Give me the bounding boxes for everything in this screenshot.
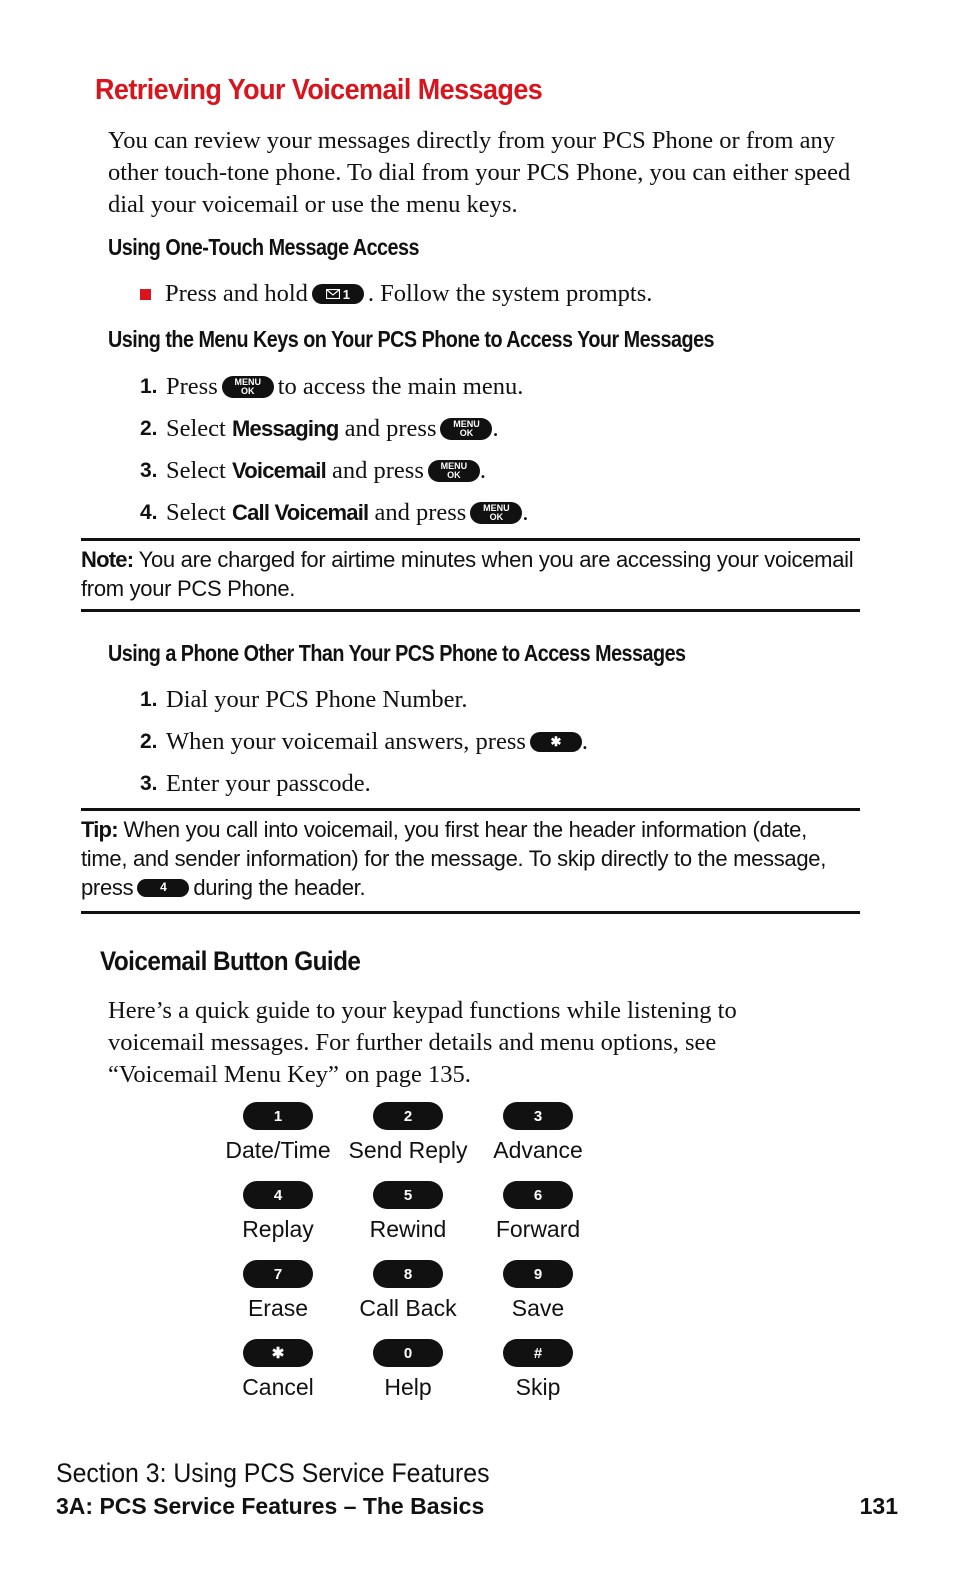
- footer-section: Section 3: Using PCS Service Features: [56, 1458, 490, 1488]
- tip-bottom-rule: [81, 911, 860, 914]
- keypad-cell: [338, 1102, 478, 1164]
- menu-ok-key-icon: MENU OK: [428, 460, 480, 482]
- footer-subsection: 3A: PCS Service Features – The Basics: [56, 1493, 485, 1519]
- bullet-text-after: . Follow the system prompts.: [367, 280, 653, 307]
- note-top-rule: [81, 538, 860, 541]
- one-touch-bullet: [140, 280, 652, 308]
- menu-keys-heading: Using the Menu Keys on Your PCS Phone to Access Your Messages: [108, 326, 715, 352]
- tip-top-rule: [81, 808, 860, 811]
- keypad-cell: [208, 1339, 348, 1401]
- keypad-label: Replay: [242, 1216, 314, 1242]
- note-label: Note:: [81, 547, 134, 572]
- keypad-key-icon: 9: [503, 1260, 573, 1288]
- guide-intro: Here’s a quick guide to your keypad functions while listening to voicemail messages. For further details and menu options, see “Voicemail Menu Key” on page 135.: [108, 997, 737, 1088]
- keypad-cell: [468, 1181, 608, 1243]
- keypad-key-icon: 5: [373, 1181, 443, 1209]
- keypad-cell: [468, 1339, 608, 1401]
- tip-box: [81, 815, 860, 902]
- keypad-label: Advance: [493, 1137, 583, 1163]
- bullet-text-before: Press and hold: [165, 280, 308, 307]
- keypad-key-icon: 0: [373, 1339, 443, 1367]
- keypad-cell: [338, 1181, 478, 1243]
- keypad-key-icon: 2: [373, 1102, 443, 1130]
- keypad-key-icon: 4: [243, 1181, 313, 1209]
- keypad-cell: [208, 1260, 348, 1322]
- keypad-label: Erase: [247, 1295, 309, 1321]
- menu-ok-key-icon: MENU OK: [470, 502, 522, 524]
- keypad-cell: [468, 1260, 608, 1322]
- other-phone-steps: [140, 679, 588, 805]
- menu-step-3: 3. Select Voicemail and press MENU OK .: [140, 457, 486, 484]
- star-key-icon: ✱: [530, 732, 582, 752]
- keypad-cell: [208, 1181, 348, 1243]
- keypad-label: Date/Time: [225, 1137, 331, 1163]
- other-step-1: 1. Dial your PCS Phone Number.: [140, 686, 468, 713]
- note-bottom-rule: [81, 609, 860, 612]
- envelope-icon: [326, 289, 340, 299]
- other-step-2: 2. When your voicemail answers, press ✱ .: [140, 728, 589, 755]
- keypad-key-icon: ✱: [243, 1339, 313, 1367]
- intro-paragraph: You can review your messages directly from your PCS Phone or from any other touch-tone phone. To dial from your PCS Phone, you can either speed dial your voicemail or use the menu keys.: [108, 127, 851, 218]
- tip-label: Tip:: [81, 817, 118, 842]
- other-step-3: 3. Enter your passcode.: [140, 770, 371, 797]
- one-touch-heading: Using One-Touch Message Access: [108, 234, 419, 260]
- keypad-label: Rewind: [369, 1216, 447, 1242]
- keypad-cell: [208, 1102, 348, 1164]
- keypad-cell: [468, 1102, 608, 1164]
- keypad-label: Call Back: [359, 1295, 457, 1321]
- guide-heading: Voicemail Button Guide: [100, 946, 361, 976]
- keypad-label: Forward: [495, 1216, 581, 1242]
- menu-step-1: 1. Press MENU OK to access the main menu.: [140, 373, 524, 400]
- menu-ok-key-icon: MENU OK: [440, 418, 492, 440]
- keypad-key-icon: #: [503, 1339, 573, 1367]
- keypad-guide: [208, 1102, 628, 1402]
- menu-ok-key-icon: MENU OK: [222, 376, 274, 398]
- tip-line-3-before: press: [81, 875, 134, 900]
- keypad-label: Send Reply: [348, 1137, 468, 1163]
- tip-line-1: When you call into voicemail, you first hear the header information (date,: [123, 817, 807, 842]
- page-title: Retrieving Your Voicemail Messages: [95, 74, 543, 106]
- keypad-key-icon: 8: [373, 1260, 443, 1288]
- keypad-label: Save: [511, 1295, 565, 1321]
- keypad-cell: [338, 1260, 478, 1322]
- menu-keys-steps: [140, 366, 528, 534]
- four-key-icon: 4: [137, 879, 189, 897]
- bullet-marker: [140, 289, 151, 300]
- keypad-label: Help: [384, 1374, 432, 1400]
- keypad-key-icon: 6: [503, 1181, 573, 1209]
- keypad-key-icon: 1: [243, 1102, 313, 1130]
- menu-step-2: 2. Select Messaging and press MENU OK .: [140, 415, 499, 442]
- voicemail-key-icon: 1: [312, 284, 364, 304]
- tip-line-3-after: during the header.: [193, 875, 366, 900]
- keypad-key-icon: 3: [503, 1102, 573, 1130]
- keypad-key-icon: 7: [243, 1260, 313, 1288]
- page-number: 131: [859, 1493, 898, 1519]
- keypad-label: Skip: [515, 1374, 561, 1400]
- note-box: [81, 545, 860, 603]
- keypad-label: Cancel: [242, 1374, 314, 1400]
- other-phone-heading: Using a Phone Other Than Your PCS Phone to Access Messages: [108, 640, 686, 666]
- menu-step-4: 4. Select Call Voicemail and press MENU OK .: [140, 499, 529, 526]
- keypad-cell: [338, 1339, 478, 1401]
- note-text: You are charged for airtime minutes when you are accessing your voicemail from your PCS Phone.: [81, 547, 854, 601]
- tip-line-2: time, and sender information) for the message. To skip directly to the message,: [81, 846, 827, 871]
